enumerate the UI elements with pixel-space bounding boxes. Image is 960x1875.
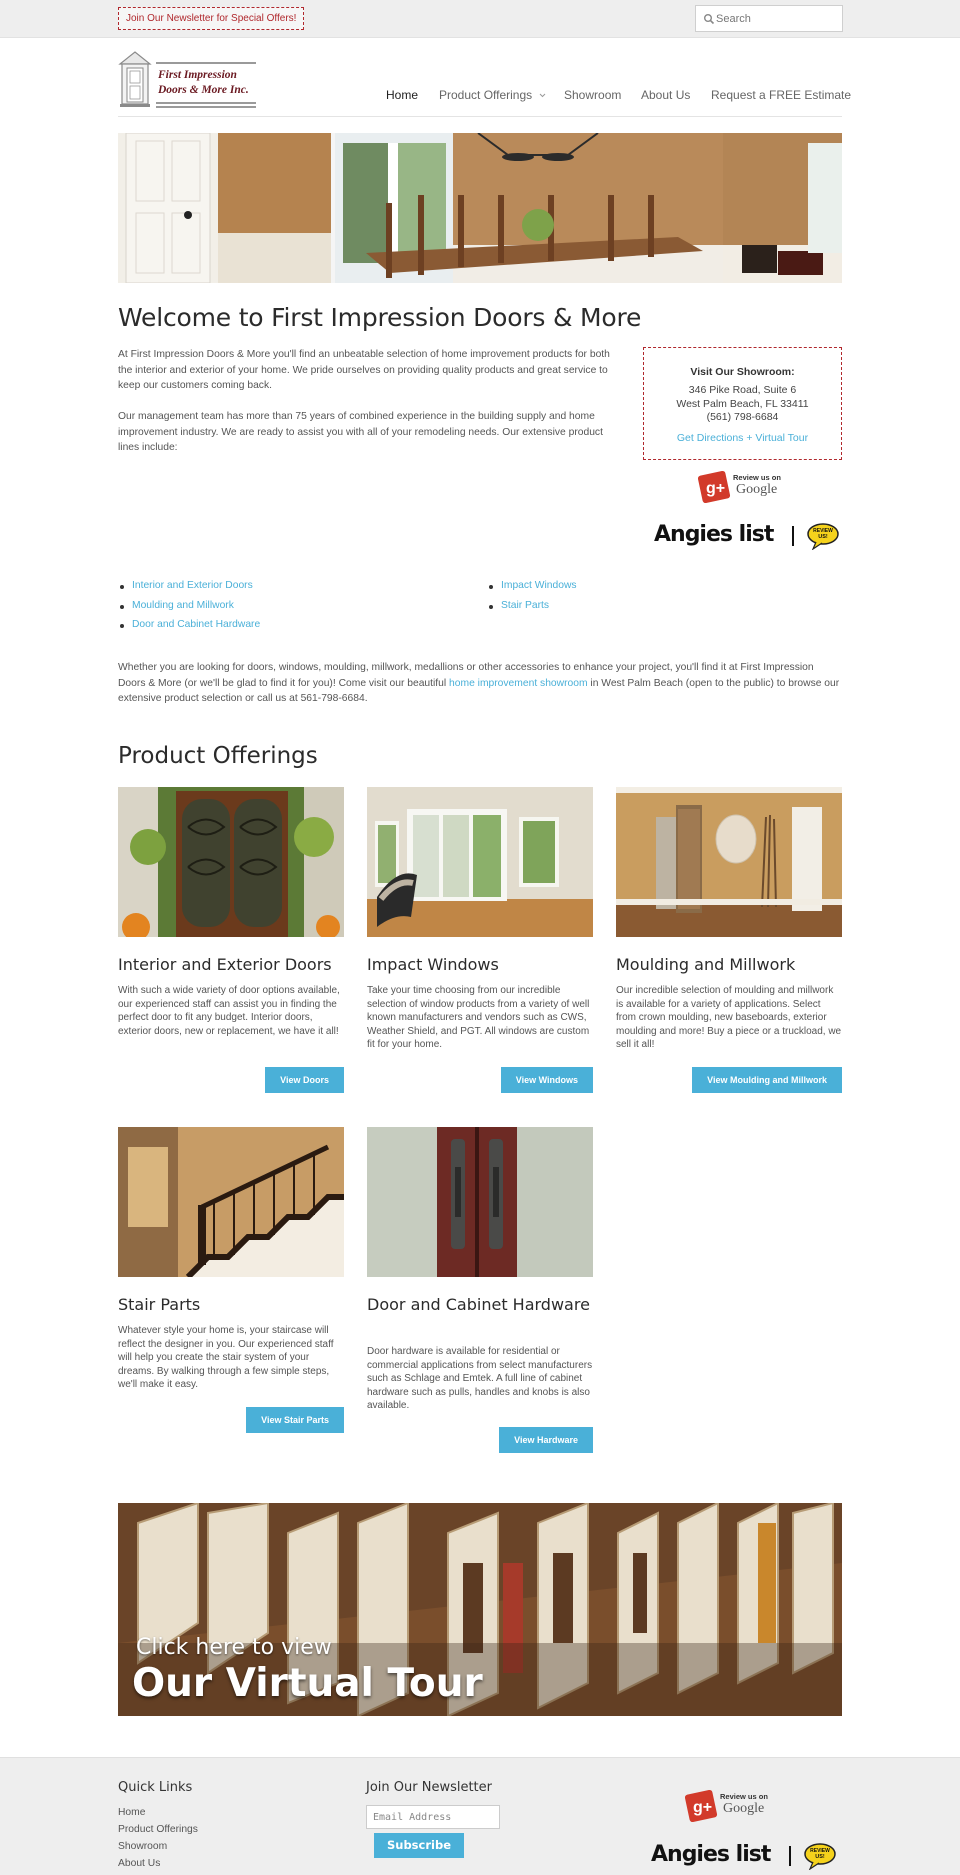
nav-item-about-us[interactable]: About Us [641,88,691,102]
search-icon [703,13,715,25]
view-moulding-button[interactable]: View Moulding and Millwork [692,1067,842,1093]
logo-name-line1: First Impression [158,69,237,81]
view-stair-parts-button[interactable]: View Stair Parts [246,1407,344,1433]
product-title: Door and Cabinet Hardware [367,1295,590,1314]
chevron-down-icon [539,93,546,98]
product-description: Take your time choosing from our incredible selection of window products from a variety of well known manufacturers and vendors such as CWS, Weather Shield, and PGT. All windows are custom fit for your home. [367,985,590,1050]
email-field[interactable] [366,1805,500,1829]
view-hardware-button[interactable]: View Hardware [499,1427,593,1453]
tour-caption-large: Our Virtual Tour [132,1661,483,1706]
header-divider [118,116,842,117]
nav-item-home[interactable]: Home [386,88,419,102]
google-review-badge[interactable] [698,469,786,503]
logo-rule [156,62,256,64]
angies-list-wordmark: Angies list [654,522,774,547]
product-card [616,787,842,1093]
showroom-title: Visit Our Showroom: [690,366,795,378]
search-box[interactable] [695,5,843,32]
product-title: Interior and Exterior Doors [118,955,332,974]
showroom-info-box [643,347,842,460]
directions-link[interactable]: Get Directions + Virtual Tour [676,432,809,444]
view-doors-button[interactable]: View Doors [265,1067,344,1093]
main-nav [380,88,852,104]
product-card [367,787,593,1093]
logo-rule [156,102,256,104]
list-item[interactable]: Moulding and Millwork [118,600,260,620]
google-plus-icon [698,469,732,503]
stair-parts-image[interactable] [118,1127,344,1277]
subscribe-button[interactable]: Subscribe [374,1833,464,1858]
product-title: Moulding and Millwork [616,955,796,974]
closing-paragraph [118,660,842,707]
doors-image[interactable] [118,787,344,937]
closing-text: Whether you are looking for doors, windows, moulding, millwork, medallions or other accessories to enhance your project, you'll find it at First Impression Doors & More (or we'll be glad to find it for you)! Come visit our beautiful [118,662,814,689]
logo-name-line2: Doors & More Inc. [158,84,249,96]
moulding-image[interactable] [616,787,842,937]
quick-links-heading: Quick Links [118,1780,193,1795]
google-wordmark: Google [723,1801,765,1816]
product-title: Impact Windows [367,955,499,974]
google-review-label: Review us on [720,1792,768,1801]
nav-item-label: Product Offerings [439,88,533,102]
door-logo-icon [118,50,152,108]
product-description: Door hardware is available for residential or commercial applications from select manufacturers such as Schlage and Emtek. A full line of cabinet hardware such as pulls, handles and knobs is also available. [367,1346,593,1411]
angies-bubble-label: REVIEW [810,1848,830,1854]
product-description: Our incredible selection of moulding and millwork is available for a variety of applications. Select from crown moulding, new baseboards, exterior moulding and more! Buy a piece or a truckload, we sell it all! [616,985,842,1050]
closing-text: in West Palm Beach (open to the public) to browse our extensive product selection or call us at 561-798-6684. [118,677,840,704]
list-item[interactable]: Impact Windows [487,580,577,600]
angies-bubble-label: US! [818,534,828,540]
hardware-image[interactable] [367,1127,593,1277]
product-lines-list [118,580,260,639]
nav-item-free-estimate[interactable]: Request a FREE Estimate [711,88,852,102]
product-description: With such a wide variety of door options available, our experienced staff can assist you in finding the perfect door to fit any budget. Interior doors, exterior doors, new or replacement, we have it all! [118,985,340,1037]
intro-paragraph: At First Impression Doors & More you'll find an unbeatable selection of home improvement products for both the interior and exterior of your home. We pride ourselves on providing quality products and great service to keep our customers coming back. [118,349,610,391]
google-wordmark: Google [736,482,778,497]
list-item[interactable]: Stair Parts [487,600,577,620]
windows-image[interactable] [367,787,593,937]
showroom-address-line: 346 Pike Road, Suite 6 [688,384,797,396]
search-input[interactable] [716,8,838,29]
angies-list-badge[interactable] [654,522,844,552]
product-card [367,1127,593,1457]
footer-link-product-offerings[interactable]: Product Offerings [118,1824,198,1835]
hero-banner-image [118,133,842,283]
top-bar [0,0,960,38]
list-item[interactable]: Interior and Exterior Doors [118,580,260,600]
footer-link-about-us[interactable]: About Us [118,1858,161,1869]
showroom-phone: (561) 798-6684 [706,411,779,423]
product-title: Stair Parts [118,1295,201,1314]
footer-link-showroom[interactable]: Showroom [118,1841,168,1852]
intro-paragraph: Our management team has more than 75 years of combined experience in the building supply and home improvement industry. We are ready to assist you with all of your remodeling needs. Our extensive product lines include: [118,411,603,453]
google-review-badge[interactable] [685,1788,773,1822]
product-description: Whatever style your home is, your staircase will reflect the designer in you. Our experienced staff will help you create the stair system of your dreams. By walking through a few simple steps, we'll make it easy. [118,1325,334,1390]
angies-list-wordmark: Angies list [651,1842,771,1867]
tour-caption-small: Click here to view [136,1635,332,1660]
list-item[interactable]: Door and Cabinet Hardware [118,619,260,639]
logo-rule [156,106,256,108]
newsletter-offer-link[interactable]: Join Our Newsletter for Special Offers! [118,7,304,30]
google-review-label: Review us on [733,473,781,482]
badge-divider [792,526,794,546]
virtual-tour-banner[interactable] [118,1503,842,1716]
angies-bubble-label: US! [815,1854,825,1860]
google-plus-icon [685,1788,719,1822]
svg-text:g+: g+ [693,1799,713,1816]
showroom-address-line: West Palm Beach, FL 33411 [676,398,809,410]
svg-text:g+: g+ [706,480,726,497]
footer-link-home[interactable]: Home [118,1807,146,1818]
view-windows-button[interactable]: View Windows [501,1067,593,1093]
product-lines-list [487,580,577,619]
nav-item-showroom[interactable]: Showroom [564,88,622,102]
angies-list-badge[interactable] [651,1842,841,1872]
newsletter-heading: Join Our Newsletter [366,1780,492,1795]
welcome-heading: Welcome to First Impression Doors & More [118,303,642,332]
product-card [118,1127,344,1433]
site-footer [0,1757,960,1875]
product-offerings-heading: Product Offerings [118,743,318,769]
badge-divider [789,1846,791,1866]
site-logo[interactable] [118,50,256,108]
nav-item-product-offerings[interactable] [439,88,546,102]
showroom-link[interactable]: home improvement showroom [449,677,588,689]
product-card [118,787,344,1093]
angies-bubble-label: REVIEW [813,528,833,534]
